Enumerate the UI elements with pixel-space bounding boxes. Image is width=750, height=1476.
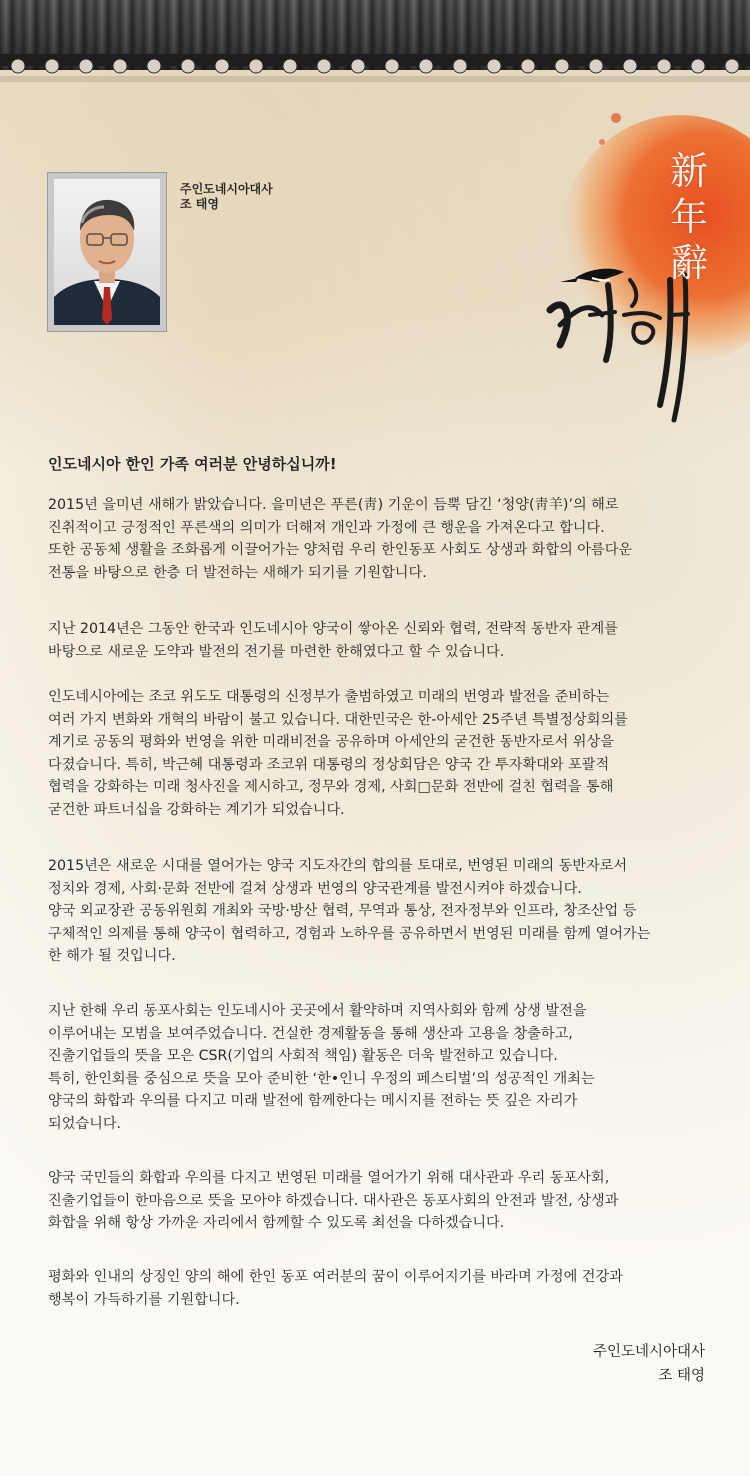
paragraph-line: 진취적이고 긍정적인 푸른색의 의미가 더해져 개인과 가정에 큰 행운을 가져온다고 합니다. xyxy=(48,519,605,536)
paragraph-line: 지난 2014년은 그동안 한국과 인도네시아 양국이 쌓아온 신뢰와 협력, 전략적 동반자 관계를 xyxy=(48,621,618,637)
signature-name: 조 태영 xyxy=(658,1368,705,1384)
paragraph xyxy=(48,686,718,822)
author-title: 주인도네시아대사 xyxy=(180,182,273,196)
paragraph-line: 이루어내는 모범을 보여주었습니다. 건실한 경제활동을 통해 생산과 고용을 창출하고, xyxy=(48,1025,573,1042)
paragraph-line: 화합을 위해 항상 가까운 자리에서 함께할 수 있도록 최선을 다하겠습니다. xyxy=(48,1215,505,1232)
paragraph-line: 한 해가 될 것입니다. xyxy=(48,948,176,965)
paragraph-line: 양국 외교장관 공동위원회 개최와 국방·방산 협력, 무역과 통상, 전자정부와 인프라, 창조산업 등 xyxy=(48,903,637,920)
hanja-char: 年 xyxy=(669,195,708,239)
paragraph-line: 전통을 바탕으로 한층 더 발전하는 새해가 되기를 기원합니다. xyxy=(48,564,427,581)
letter-signature xyxy=(593,1340,705,1388)
paragraph xyxy=(48,855,718,968)
paragraph-line: 정치와 경제, 사회·문화 전반에 걸쳐 상생과 번영의 양국관계를 발전시켜야 하겠습니다. xyxy=(48,880,582,897)
paragraph-line: 양국 국민들의 화합과 우의를 다지고 번영된 미래를 열어가기 위해 대사관과 우리 동포사회, xyxy=(48,1170,610,1186)
paragraph-line: 진출기업들이 한마음으로 뜻을 모아야 하겠습니다. 대사관은 동포사회의 안전과 발전, 상생과 xyxy=(48,1192,619,1209)
paragraph xyxy=(48,1266,718,1311)
letter-greeting: 인도네시아 한인 가족 여러분 안녕하십니까! xyxy=(48,455,337,473)
ambassador-portrait xyxy=(47,172,167,332)
paragraph-line: 평화와 인내의 상징인 양의 해에 한인 동포 여러분의 꿈이 이루어지기를 바라며 가정에 건강과 xyxy=(48,1269,623,1285)
paragraph-line: 2015년 을미년 새해가 밝았습니다. 을미년은 푸른(靑) 기운이 듬뿍 담긴 ‘청양(靑羊)’의 해로 xyxy=(48,497,619,513)
paragraph-line: 특히, 한인회를 중심으로 뜻을 모아 준비한 ‘한•인니 우정의 페스티벌’의 성공적인 개최는 xyxy=(48,1070,595,1087)
paragraph-line: 여러 가지 변화와 개혁의 바람이 불고 있습니다. 대한민국은 한-아세안 25주년 특별정상회의를 xyxy=(48,711,628,728)
paragraph xyxy=(48,1167,718,1235)
paragraph-line: 구체적인 의제를 통해 양국이 협력하고, 경험과 노하우를 공유하면서 번영된 미래를 함께 열어가는 xyxy=(48,925,651,942)
hanja-char: 辭 xyxy=(669,241,708,285)
paragraph-line: 인도네시아에는 조코 위도도 대통령의 신정부가 출범하였고 미래의 번영과 발전을 준비하는 xyxy=(48,689,610,705)
paragraph xyxy=(48,494,718,584)
author-name: 조 태영 xyxy=(180,197,219,211)
paragraph-line: 또한 공동체 생활을 조화롭게 이끌어가는 양처럼 우리 한인동포 사회도 상생과 화합의 아름다운 xyxy=(48,542,633,559)
roof-tiles-banner xyxy=(0,0,750,82)
paragraph xyxy=(48,618,718,663)
paragraph-line: 바탕으로 새로운 도약과 발전의 전기를 마련한 한해였다고 할 수 있습니다. xyxy=(48,643,505,660)
paragraph-line: 협력을 강화하는 미래 청사진을 제시하고, 정무와 경제, 사회□문화 전반에 걸친 협력을 통해 xyxy=(48,779,614,796)
paragraph-line: 진출기업들의 뜻을 모은 CSR(기업의 사회적 책임) 활동은 더욱 발전하고 있습니다. xyxy=(48,1048,558,1065)
paragraph-line: 굳건한 파트너십을 강화하는 계기가 되었습니다. xyxy=(48,801,345,818)
author-header xyxy=(180,182,273,212)
paragraph-line: 행복이 가득하기를 기원합니다. xyxy=(48,1291,240,1308)
signature-title: 주인도네시아대사 xyxy=(592,1344,705,1360)
paragraph-line: 다졌습니다. 특히, 박근혜 대통령과 조코위 대통령의 정상회담은 양국 간 투자확대와 포괄적 xyxy=(48,756,610,773)
paragraph-line: 지난 한해 우리 동포사회는 인도네시아 곳곳에서 활약하며 지역사회와 함께 상생 발전을 xyxy=(48,1003,587,1019)
hanja-char: 新 xyxy=(669,149,708,193)
paragraph-line: 2015년은 새로운 시대를 열어가는 양국 지도자간의 합의를 토대로, 번영된 미래의 동반자로서 xyxy=(48,858,628,874)
paragraph-line: 계기로 공동의 평화와 번영을 위한 미래비전을 공유하며 아세안의 굳건한 동반자로서 위상을 xyxy=(48,734,614,751)
new-year-hanja-title xyxy=(667,148,711,286)
paragraph-line: 양국의 화합과 우의를 다지고 미래 발전에 함께한다는 메시지를 전하는 뜻 깊은 자리가 xyxy=(48,1093,578,1110)
paragraph xyxy=(48,1000,718,1136)
new-year-ink-decoration xyxy=(520,100,750,430)
paragraph-line: 되었습니다. xyxy=(48,1115,122,1132)
